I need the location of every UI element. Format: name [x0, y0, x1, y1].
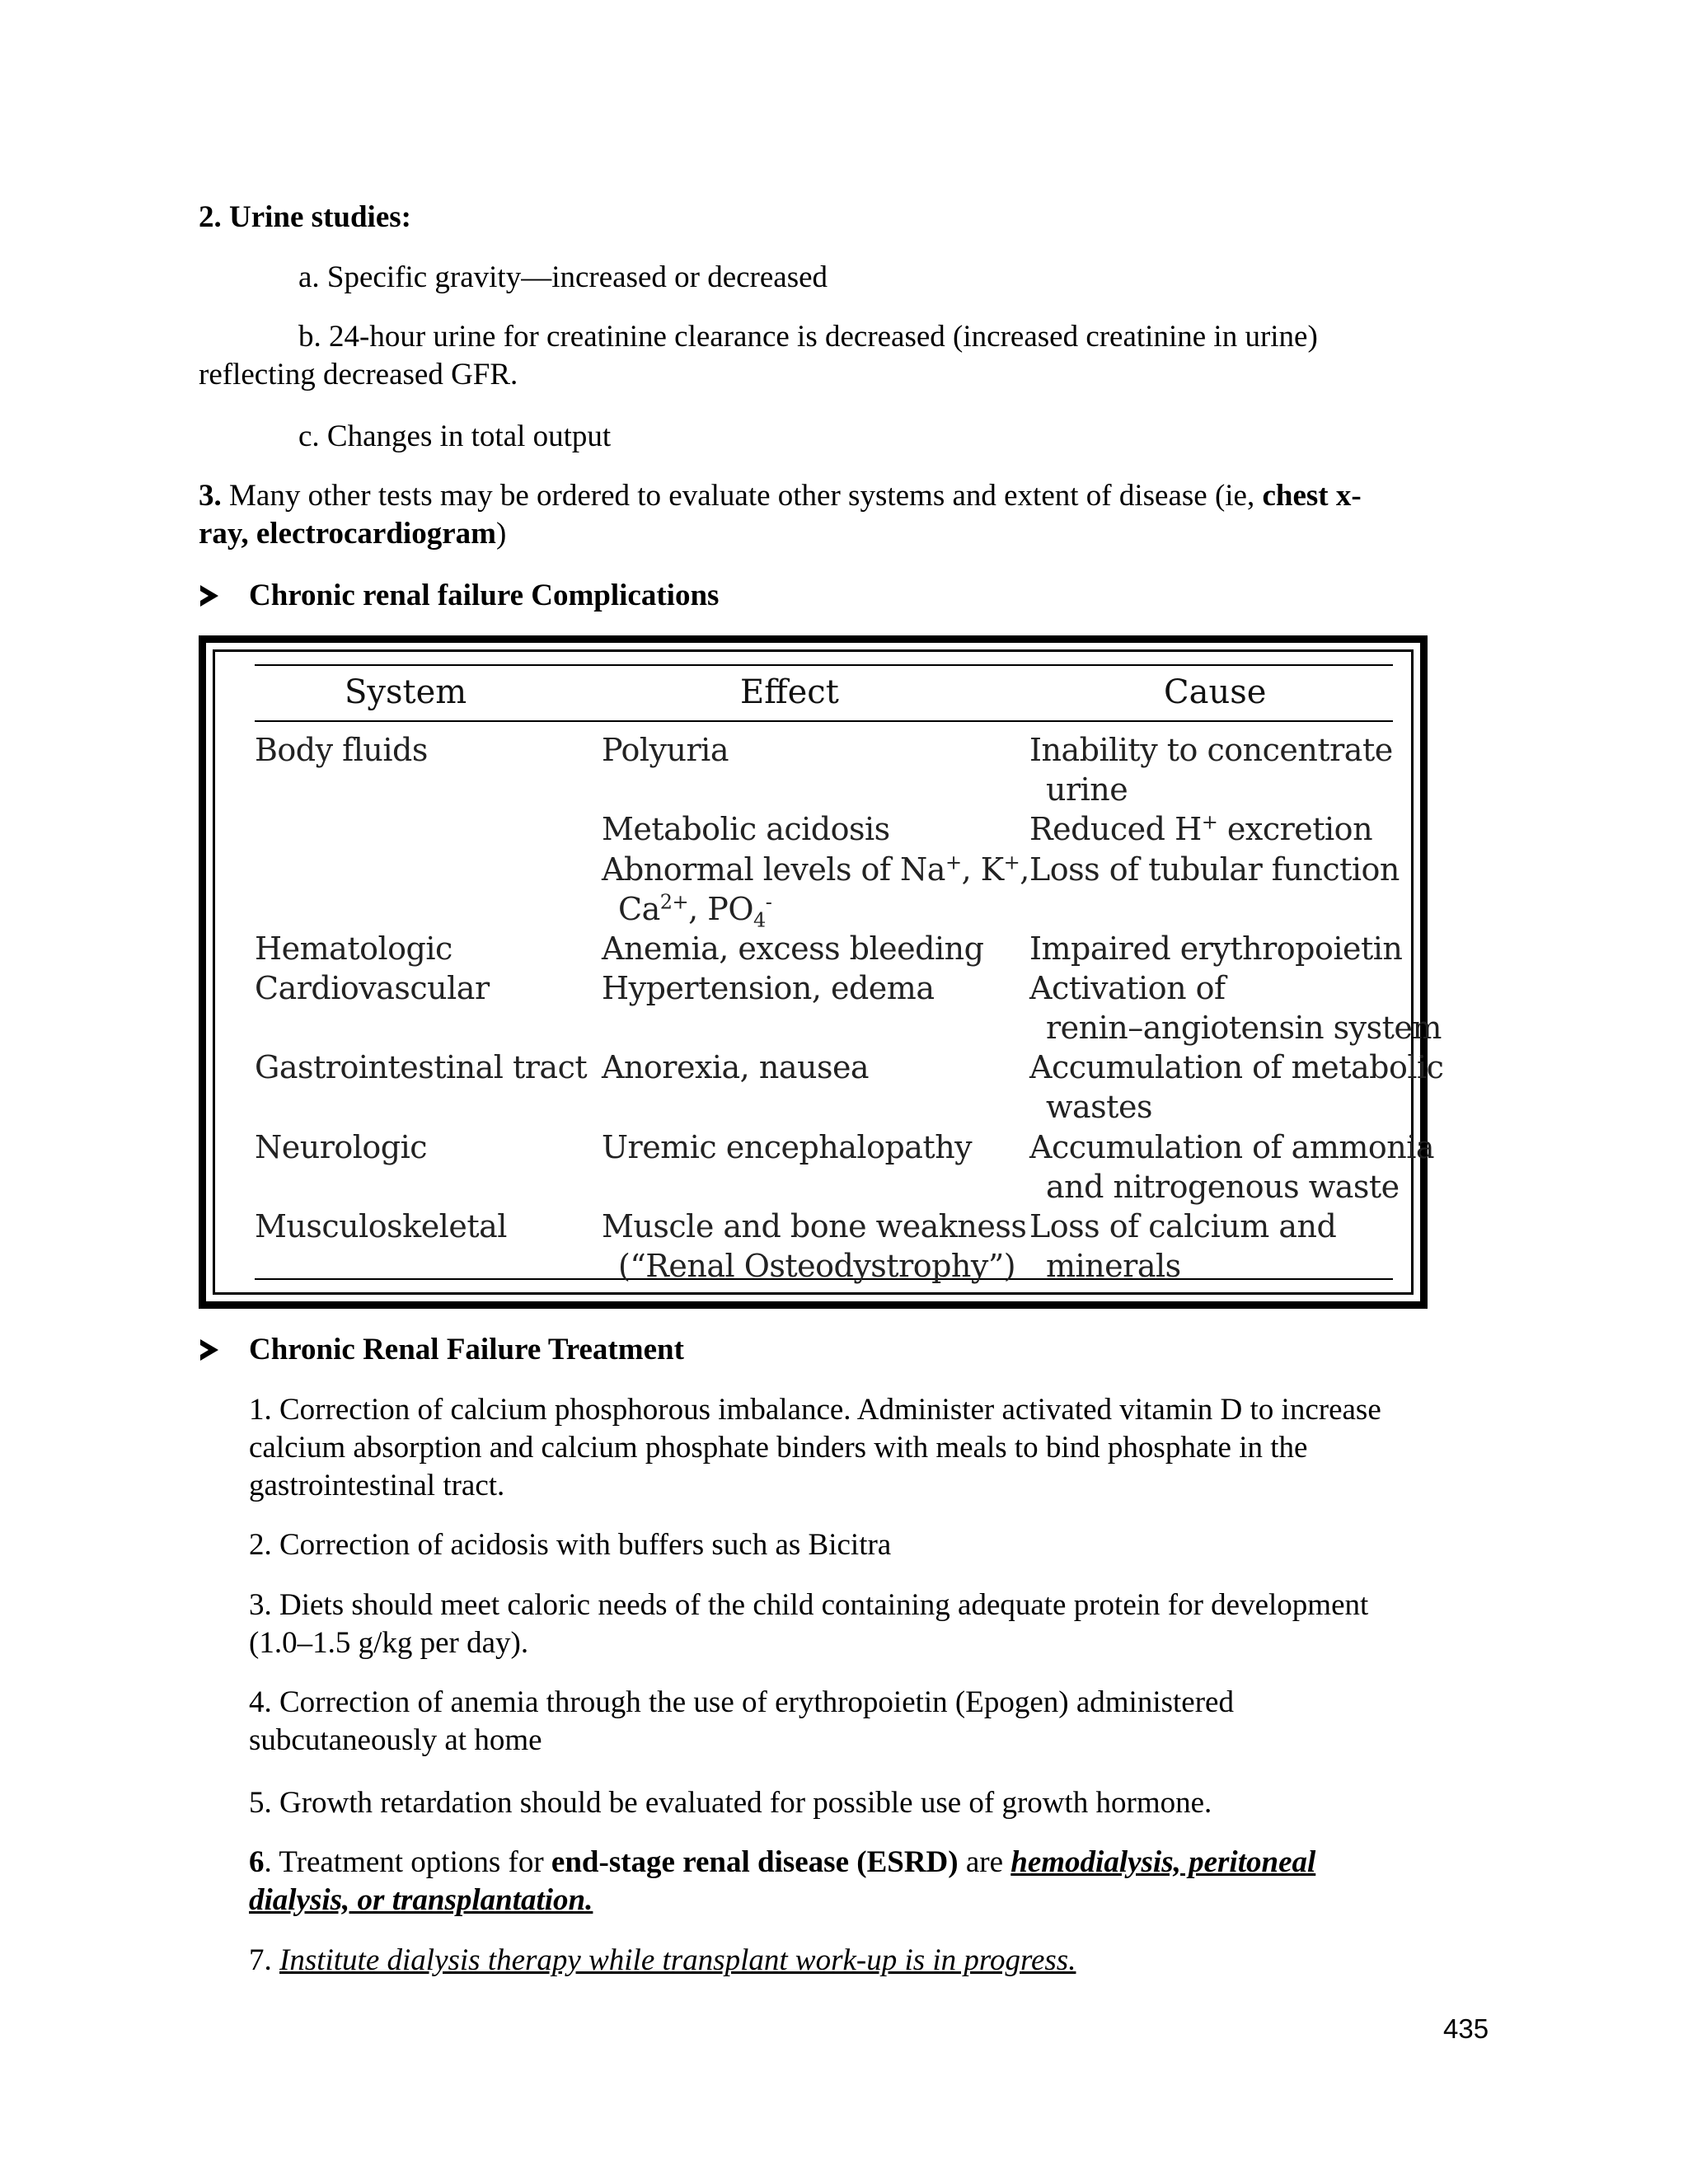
cause-cell: Reduced H+ excretion	[1029, 810, 1373, 847]
bullet-arrow-icon	[200, 585, 218, 607]
effect-cell: $Ca^{2+}$, $PO_4^-$	[618, 890, 772, 932]
other-tests-line1: 3. Many other tests may be ordered to evaluate other systems and extent of disease (ie, chest x-	[199, 479, 1362, 513]
treatment-item-4-line2: subcutaneously at home	[249, 1723, 542, 1757]
urine-studies-heading: 2. Urine studies:	[199, 200, 411, 234]
system-cell: Musculoskeletal	[255, 1208, 507, 1244]
cause-cell: Impaired erythropoietin	[1029, 930, 1403, 967]
system-cell: Neurologic	[255, 1129, 428, 1165]
cause-cell: minerals	[1046, 1248, 1181, 1284]
urine-item-b-line1: b. 24-hour urine for creatinine clearance is decreased (increased creatinine in urine)	[298, 320, 1318, 354]
treatment-item-4-line1: 4. Correction of anemia through the use of erythropoietin (Epogen) administered	[249, 1685, 1234, 1719]
bullet-arrow-icon	[200, 1339, 218, 1361]
complications-table	[199, 635, 1444, 1309]
treatment-item-6-line1: 6. Treatment options for end-stage renal disease (ESRD) are hemodialysis, peritoneal	[249, 1845, 1316, 1879]
cause-cell: Inability to concentrate	[1029, 732, 1393, 768]
effect-cell: (“Renal Osteodystrophy”)	[618, 1248, 1016, 1284]
effect-cell: Abnormal levels of Na+, K+,	[602, 851, 1029, 888]
effect-cell: Anorexia, nausea	[602, 1049, 870, 1085]
effect-cell: Muscle and bone weakness	[602, 1208, 1027, 1244]
effect-cell: Polyuria	[602, 732, 729, 768]
cause-cell: Activation of	[1029, 970, 1226, 1006]
treatment-item-3-line2: (1.0–1.5 g/kg per day).	[249, 1626, 529, 1660]
treatment-item-6-line2: dialysis, or transplantation.	[249, 1883, 593, 1917]
system-cell: Hematologic	[255, 930, 452, 967]
urine-item-a: a. Specific gravity—increased or decreased	[298, 260, 828, 294]
treatment-item-1-line2: calcium absorption and calcium phosphate binders with meals to bind phosphate in the	[249, 1431, 1308, 1465]
effect-cell: Metabolic acidosis	[602, 811, 890, 847]
other-tests-line2: ray, electrocardiogram)	[199, 517, 507, 551]
cause-cell: Accumulation of ammonia	[1029, 1129, 1435, 1165]
urine-item-b-line2: reflecting decreased GFR.	[199, 358, 518, 391]
cause-cell: renin–angiotensin system	[1046, 1010, 1442, 1046]
effect-cell: Anemia, excess bleeding	[602, 930, 984, 967]
treatment-item-1-line3: gastrointestinal tract.	[249, 1469, 505, 1502]
cause-cell: Loss of calcium and	[1029, 1208, 1337, 1244]
complications-heading: Chronic renal failure Complications	[249, 579, 720, 612]
treatment-item-3-line1: 3. Diets should meet caloric needs of the child containing adequate protein for development	[249, 1588, 1369, 1622]
treatment-item-7: 7. Institute dialysis therapy while transplant work-up is in progress.	[249, 1943, 1076, 1977]
system-cell: Body fluids	[255, 732, 428, 768]
cause-cell: urine	[1046, 771, 1128, 808]
header-cause: Cause	[1164, 673, 1267, 711]
page-number: 435	[1443, 2013, 1489, 2044]
urine-item-c: c. Changes in total output	[298, 419, 612, 453]
header-effect: Effect	[740, 673, 839, 711]
cause-cell: wastes	[1046, 1089, 1152, 1125]
treatment-item-1-line1: 1. Correction of calcium phosphorous imbalance. Administer activated vitamin D to increase	[249, 1393, 1381, 1427]
treatment-heading: Chronic Renal Failure Treatment	[249, 1333, 684, 1366]
cause-cell: Loss of tubular function	[1029, 851, 1400, 888]
treatment-item-2: 2. Correction of acidosis with buffers such as Bicitra	[249, 1528, 892, 1562]
system-cell: Gastrointestinal tract	[255, 1049, 588, 1085]
effect-cell: Uremic encephalopathy	[602, 1129, 973, 1165]
effect-cell: Hypertension, edema	[602, 970, 935, 1006]
cause-cell: Accumulation of metabolic	[1029, 1049, 1444, 1085]
treatment-item-5: 5. Growth retardation should be evaluated for possible use of growth hormone.	[249, 1786, 1212, 1820]
system-cell: Cardiovascular	[255, 970, 490, 1006]
header-system: System	[345, 673, 467, 711]
cause-cell: and nitrogenous waste	[1046, 1169, 1400, 1205]
